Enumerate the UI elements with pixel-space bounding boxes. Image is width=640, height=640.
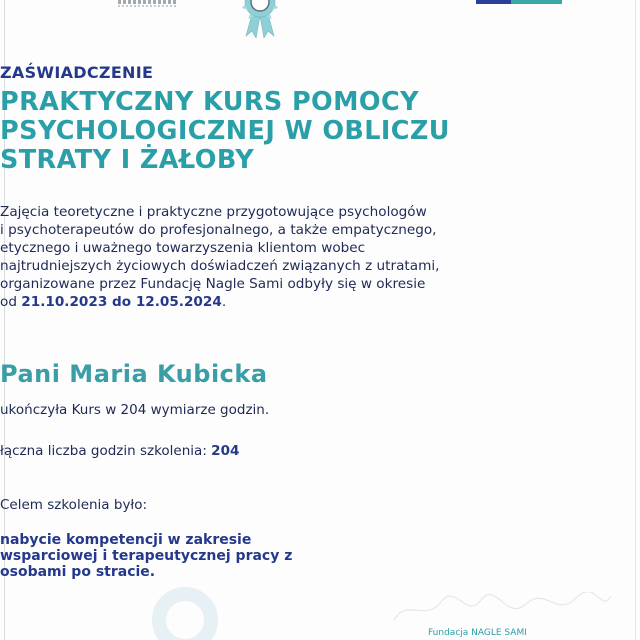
goal-line: osobami po stracie. [0,564,156,580]
course-title-line: PRAKTYCZNY KURS POMOCY [0,87,419,117]
total-hours [0,443,640,459]
certificate-heading: ZAŚWIADCZENIE [0,63,154,82]
recipient-name: Pani Maria Kubicka [0,360,268,388]
description-line: najtrudniejszych życiowych doświadczeń związanych z utratami, [0,258,440,274]
period-suffix: . [221,294,227,310]
period-dates: 21.10.2023 do 12.05.2024 [21,294,222,310]
completion-text: ukończyła Kurs w 204 wymiarze godzin. [0,402,270,418]
course-title-line: STRATY I ŻAŁOBY [0,145,255,175]
goal-line: wsparciowej i terapeutycznej pracy z [0,548,293,564]
partner-logo-blue [476,0,511,4]
course-description [0,203,640,311]
course-title [0,88,640,175]
total-hours-value: 204 [211,443,240,459]
course-period [0,293,640,311]
description-line: organizowane przez Fundację Nagle Sami odbyły się w okresie [0,276,426,292]
training-goal [0,532,640,580]
signature-scribble [386,592,616,626]
award-rosette-icon [240,0,280,40]
partner-logo-teal [511,0,562,4]
period-prefix: od [0,294,17,310]
description-line: Zajęcia teoretyczne i praktyczne przygotowujące psychologów [0,204,427,220]
foundation-name: Fundacja NAGLE SAMI [428,628,527,638]
goal-label: Celem szkolenia było: [0,497,148,513]
organizer-logo [118,0,176,4]
course-title-line: PSYCHOLOGICZNEJ W OBLICZU [0,116,450,146]
total-hours-label: łączna liczba godzin szkolenia: [0,443,207,459]
description-line: i psychoterapeutów do profesjonalnego, a także empatycznego, [0,222,437,238]
partner-logo-bar [476,0,562,4]
organizer-logo-subtext [118,5,178,7]
description-line: etycznego i uważnego towarzyszenia klientom wobec [0,240,366,256]
goal-line: nabycie kompetencji w zakresie [0,532,252,548]
watermark-emblem [140,580,230,640]
